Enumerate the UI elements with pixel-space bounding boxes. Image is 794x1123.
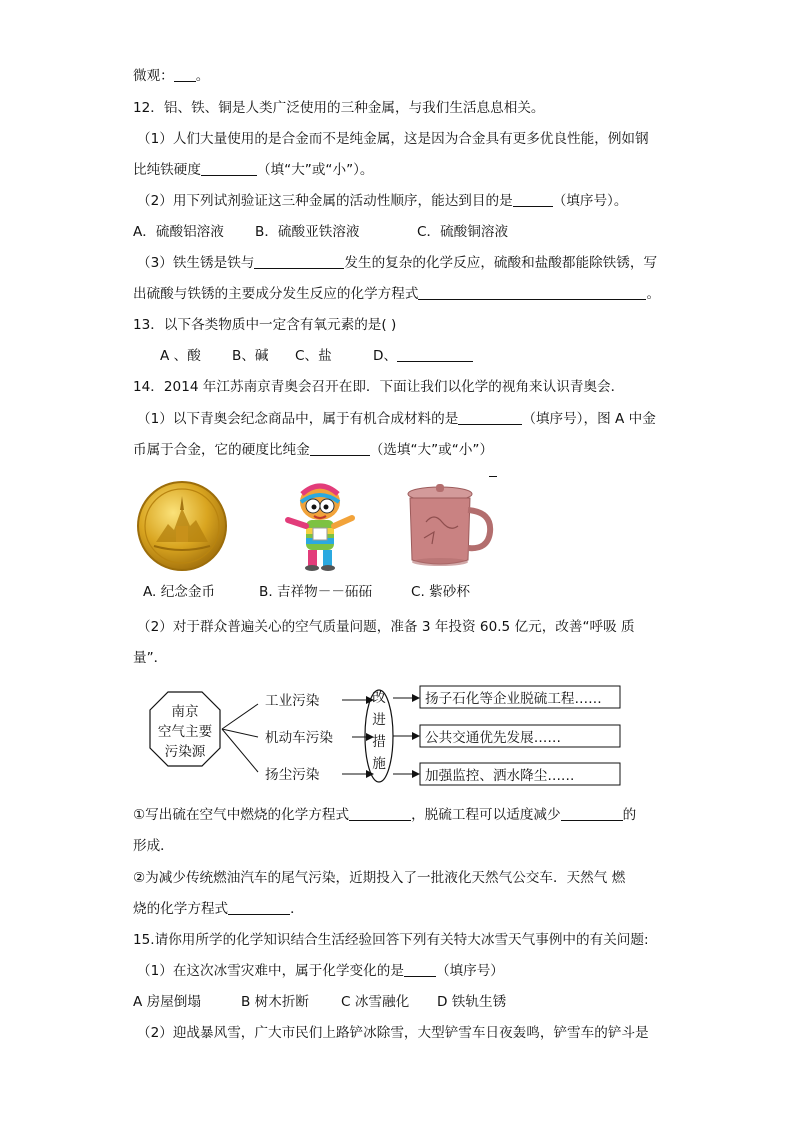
answer-blank[interactable] xyxy=(254,254,344,269)
question-15-options xyxy=(133,992,506,1012)
question-15-part1: （1）在这次冰雪灾难中，属于化学变化的是 （填序号） xyxy=(137,963,504,979)
option-a[interactable]: A．硫酸铝溶液 xyxy=(133,224,224,240)
connector-line xyxy=(222,704,258,729)
question-14-part2: （2）对于群众普遍关心的空气质量问题，准备 3 年投资 60.5 亿元，改善“呼吸 质 xyxy=(137,619,635,635)
measures-label-char: 改 xyxy=(372,690,386,706)
question-12-part2: （2）用下列试剂验证这三种金属的活动性顺序，能达到目的是 （填序号）。 xyxy=(137,193,628,209)
question-12-part3-cont: 出硫酸与铁锈的主要成分发生反应的化学方程式 。 xyxy=(133,286,661,302)
answer-blank[interactable] xyxy=(458,410,522,425)
answer-blank[interactable] xyxy=(418,285,646,300)
option-b[interactable]: B、碱 xyxy=(232,348,269,364)
source-vehicle: 机动车污染 xyxy=(265,730,333,746)
question-14-part3-cont: 形成． xyxy=(133,838,174,854)
question-14-stem: 14．2014 年江苏南京青奥会召开在即．下面让我们以化学的视角来认识青奥会． xyxy=(133,379,625,395)
question-14-part3: ①写出硫在空气中燃烧的化学方程式 ，脱硫工程可以适度减少 的 xyxy=(133,807,637,823)
source-box-line2: 空气主要 xyxy=(157,724,213,740)
question-14-part4: ②为减少传统燃油汽车的尾气污染，近期投入了一批液化天然气公交车．天然气 燃 xyxy=(133,870,626,886)
question-12-part3: （3）铁生锈是铁与 发生的复杂的化学反应，硫酸和盐酸都能除铁锈，写 xyxy=(137,255,658,271)
measure-dust-control: 加强监控、洒水降尘…… xyxy=(425,768,575,784)
question-12-options xyxy=(133,222,508,242)
source-box-line1: 南京 xyxy=(171,704,199,720)
caption-a: A. 纪念金币 xyxy=(143,584,216,600)
stray-mark xyxy=(489,466,497,477)
answer-blank[interactable] xyxy=(228,900,290,915)
measures-label-char: 施 xyxy=(372,756,386,772)
question-13-options xyxy=(160,346,473,366)
question-14-part1-cont: 币属于合金，它的硬度比纯金 （选填“大”或“小”） xyxy=(133,442,494,458)
option-a[interactable]: A 房屋倒塌 xyxy=(133,994,201,1010)
measure-desulfurization: 扬子石化等企业脱硫工程…… xyxy=(425,691,602,707)
measures-label-char: 措 xyxy=(372,734,386,750)
caption-b: B. 吉祥物－－砳砳 xyxy=(259,584,373,600)
measures-label-char: 进 xyxy=(372,712,386,728)
question-12-part1: （1）人们大量使用的是合金而不是纯金属，这是因为合金具有更多优良性能，例如钢 xyxy=(137,131,649,147)
option-c[interactable]: C、盐 xyxy=(295,348,332,364)
option-d[interactable]: D 铁轨生锈 xyxy=(437,994,507,1010)
option-c[interactable]: C．硫酸铜溶液 xyxy=(417,224,509,240)
source-box-line3: 污染源 xyxy=(164,744,206,760)
question-12-part1-cont: 比纯铁硬度 （填“大”或“小”）。 xyxy=(133,162,374,178)
option-c[interactable]: C 冰雪融化 xyxy=(341,994,410,1010)
text-line: 微观： 。 xyxy=(133,68,210,84)
answer-blank[interactable] xyxy=(201,161,257,176)
option-b[interactable]: B 树木折断 xyxy=(241,994,310,1010)
question-12-stem: 12．铝、铁、铜是人类广泛使用的三种金属，与我们生活息息相关。 xyxy=(133,100,545,116)
option-a[interactable]: A 、酸 xyxy=(160,348,201,364)
option-d[interactable]: D、 xyxy=(373,346,473,366)
caption-c: C. 紫砂杯 xyxy=(411,584,470,600)
answer-blank[interactable] xyxy=(174,67,196,82)
answer-blank[interactable] xyxy=(349,806,411,821)
option-b[interactable]: B．硫酸亚铁溶液 xyxy=(255,224,360,240)
source-dust: 扬尘污染 xyxy=(265,767,320,783)
answer-blank[interactable] xyxy=(513,192,553,207)
mascot-image xyxy=(280,480,360,576)
question-15-stem: 15.请你用所学的化学知识结合生活经验回答下列有关特大冰雪天气事例中的有关问题: xyxy=(133,932,649,948)
question-15-part2: （2）迎战暴风雪，广大市民们上路铲冰除雪，大型铲雪车日夜轰鸣，铲雪车的铲斗是 xyxy=(137,1025,649,1041)
question-14-part4-cont: 烧的化学方程式 ． xyxy=(133,901,304,917)
answer-blank[interactable] xyxy=(397,347,473,362)
answer-blank[interactable] xyxy=(310,441,370,456)
question-14-part2-cont: 量”． xyxy=(133,650,168,666)
clay-cup-image xyxy=(398,482,498,574)
answer-blank[interactable] xyxy=(404,962,436,977)
source-industrial: 工业污染 xyxy=(265,693,320,709)
pollution-diagram xyxy=(130,682,630,792)
question-14-part1: （1）以下青奥会纪念商品中，属于有机合成材料的是 （填序号），图 A 中金 xyxy=(137,411,656,427)
answer-blank[interactable] xyxy=(561,806,623,821)
measure-public-transit: 公共交通优先发展…… xyxy=(425,730,561,746)
gold-coin-image xyxy=(136,480,228,576)
question-13-stem: 13．以下各类物质中一定含有氧元素的是( ) xyxy=(133,317,397,333)
